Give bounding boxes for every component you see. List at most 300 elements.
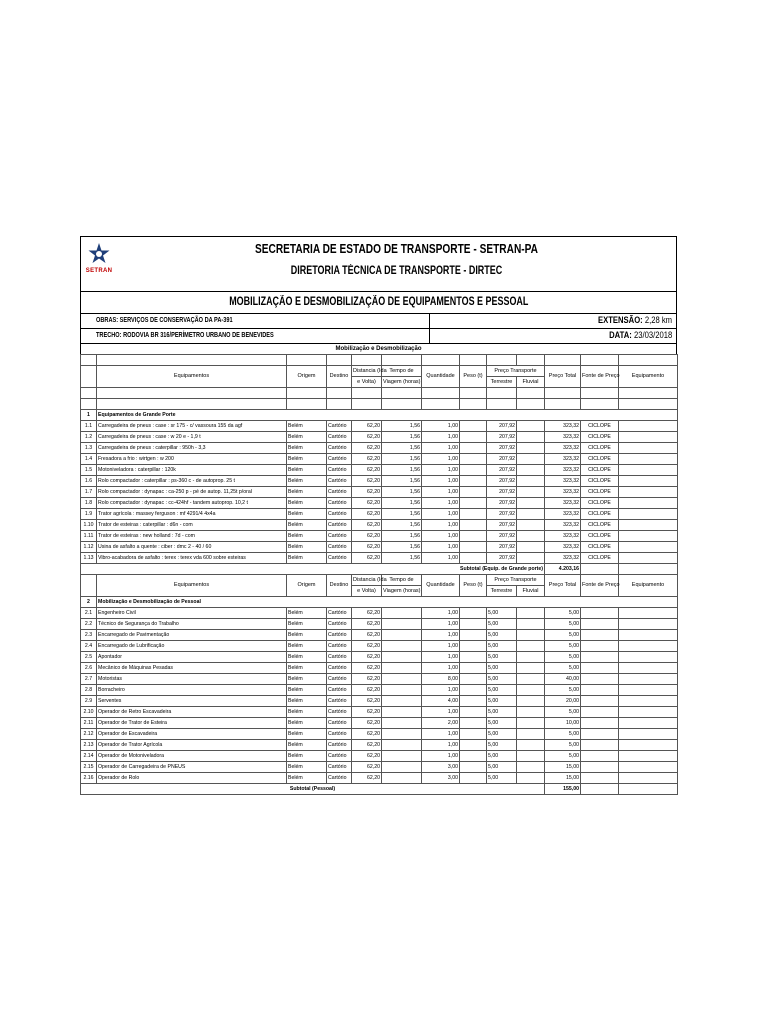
setran-logo [81,237,117,291]
item-fonte [581,740,619,751]
item-peso [460,740,487,751]
item-preco-total: 5,00 [545,619,581,630]
table-row [81,740,678,751]
item-distancia: 62,20 [352,718,382,729]
item-destino: Cartório [327,685,352,696]
empty-row [81,399,678,410]
item-preco-total: 323,32 [545,487,581,498]
item-fonte: CICLOPE [581,432,619,443]
item-quantidade: 1,00 [422,751,460,762]
item-distancia: 62,20 [352,641,382,652]
item-fluvial [517,487,545,498]
item-equipamento [619,674,678,685]
item-tempo: 1,56 [382,553,422,564]
item-fonte: CICLOPE [581,531,619,542]
item-distancia: 62,20 [352,509,382,520]
info-divider [429,329,430,343]
item-preco-total: 5,00 [545,652,581,663]
item-peso [460,696,487,707]
header-preco-total: Preço Total [545,575,581,597]
header-title-secretaria: SECRETARIA DE ESTADO DE TRANSPORTE - SETRAN-PA [254,241,538,256]
empty-row [81,355,678,366]
item-fluvial [517,718,545,729]
table-row [81,707,678,718]
empty-cell [97,388,287,399]
item-equipamento [619,740,678,751]
item-origem: Belém [287,443,327,454]
item-preco-total: 323,32 [545,520,581,531]
item-fonte: CICLOPE [581,498,619,509]
item-destino: Cartório [327,553,352,564]
item-preco-total: 323,32 [545,498,581,509]
item-fonte: CICLOPE [581,454,619,465]
empty-cell [287,388,327,399]
item-number: 1.2 [81,432,97,443]
item-peso [460,674,487,685]
item-fonte [581,762,619,773]
item-quantidade: 1,00 [422,421,460,432]
item-peso [460,520,487,531]
header-equipamentos: Equipamentos [97,575,287,597]
empty-cell [97,399,287,410]
item-terrestre: 207,92 [487,509,517,520]
empty-cell [327,399,352,410]
item-number: 2.2 [81,619,97,630]
table-row [81,652,678,663]
item-origem: Belém [287,652,327,663]
setran-star-icon [87,242,111,266]
item-fluvial [517,542,545,553]
item-origem: Belém [287,773,327,784]
item-destino: Cartório [327,619,352,630]
item-description: Mecânico de Máquinas Pesadas [97,663,287,674]
item-equipamento [619,542,678,553]
header-terrestre: Terrestre [487,377,517,388]
item-equipamento [619,696,678,707]
item-number: 1.8 [81,498,97,509]
header-quantidade: Quantidade [422,575,460,597]
item-equipamento [619,762,678,773]
table-row [81,498,678,509]
item-description: Vibro-acabadora de asfalto : terex : terex vda 600 sobre esteiras [97,553,287,564]
item-peso [460,421,487,432]
header-tempo: Tempo de [382,366,422,377]
item-peso [460,509,487,520]
item-tempo [382,663,422,674]
item-fonte: CICLOPE [581,542,619,553]
table-row [81,553,678,564]
obras-text: OBRAS: SERVIÇOS DE CONSERVAÇÃO DA PA-391 [96,317,233,324]
group-number: 1 [81,410,97,421]
item-fonte [581,674,619,685]
item-quantidade: 1,00 [422,641,460,652]
item-description: Encarregado de Pavimentação [97,630,287,641]
item-origem: Belém [287,465,327,476]
item-quantidade: 3,00 [422,762,460,773]
table-row [81,487,678,498]
item-terrestre: 5,00 [487,718,517,729]
item-peso [460,465,487,476]
item-fluvial [517,751,545,762]
header-distancia: Distancia (Ida [352,575,382,586]
item-fonte [581,773,619,784]
item-origem: Belém [287,553,327,564]
table-row [81,443,678,454]
item-tempo: 1,56 [382,531,422,542]
item-origem: Belém [287,707,327,718]
item-distancia: 62,20 [352,465,382,476]
item-tempo [382,751,422,762]
item-description: Serventes [97,696,287,707]
item-peso [460,685,487,696]
item-destino: Cartório [327,663,352,674]
item-preco-total: 5,00 [545,663,581,674]
item-peso [460,531,487,542]
item-tempo: 1,56 [382,421,422,432]
header-row [81,575,678,586]
group-title: Mobilização e Desmobilização de Pessoal [97,597,678,608]
subtotal-label: Subtotal (Equip. de Grande porte) [81,564,545,575]
item-tempo: 1,56 [382,520,422,531]
item-terrestre: 207,92 [487,531,517,542]
subtotal-value: 4.203,16 [545,564,581,575]
item-preco-total: 5,00 [545,685,581,696]
empty-cell [517,355,545,366]
item-fluvial [517,652,545,663]
item-tempo [382,608,422,619]
item-quantidade: 1,00 [422,553,460,564]
empty-cell [619,355,678,366]
empty-cell [517,399,545,410]
item-terrestre: 5,00 [487,674,517,685]
document-header [80,236,677,291]
item-tempo [382,773,422,784]
item-origem: Belém [287,520,327,531]
empty-cell [460,399,487,410]
subtotal-empty [581,784,619,795]
item-preco-total: 5,00 [545,751,581,762]
item-fluvial [517,465,545,476]
data-value: 23/03/2018 [633,330,672,340]
item-destino: Cartório [327,487,352,498]
item-distancia: 62,20 [352,619,382,630]
item-fluvial [517,454,545,465]
item-equipamento [619,432,678,443]
item-quantidade: 1,00 [422,454,460,465]
item-preco-total: 323,32 [545,443,581,454]
item-number: 1.6 [81,476,97,487]
item-fluvial [517,531,545,542]
item-tempo: 1,56 [382,476,422,487]
item-destino: Cartório [327,641,352,652]
item-fluvial [517,641,545,652]
item-fonte [581,663,619,674]
item-peso [460,641,487,652]
item-fonte [581,652,619,663]
table-row [81,685,678,696]
empty-cell [487,355,517,366]
header-title-diretoria: DIRETORIA TÉCNICA DE TRANSPORTE - DIRTEC [290,265,503,277]
subtotal-empty [581,564,619,575]
empty-row [81,388,678,399]
item-number: 2.1 [81,608,97,619]
item-tempo [382,696,422,707]
group-title: Equipamentos de Grande Porte [97,410,678,421]
item-preco-total: 323,32 [545,454,581,465]
item-tempo [382,707,422,718]
item-origem: Belém [287,608,327,619]
item-number: 2.15 [81,762,97,773]
item-fonte: CICLOPE [581,520,619,531]
item-origem: Belém [287,729,327,740]
item-peso [460,443,487,454]
item-peso [460,542,487,553]
item-quantidade: 1,00 [422,729,460,740]
item-origem: Belém [287,740,327,751]
empty-cell [81,355,97,366]
item-distancia: 62,20 [352,773,382,784]
item-distancia: 62,20 [352,696,382,707]
item-quantidade: 1,00 [422,663,460,674]
item-distancia: 62,20 [352,740,382,751]
item-description: Operador de Trator Agrícola [97,740,287,751]
item-quantidade: 1,00 [422,630,460,641]
item-fonte [581,630,619,641]
item-quantidade: 1,00 [422,542,460,553]
item-fonte [581,707,619,718]
empty-cell [81,388,97,399]
empty-cell [545,355,581,366]
item-quantidade: 1,00 [422,652,460,663]
empty-cell [545,388,581,399]
item-equipamento [619,509,678,520]
item-peso [460,487,487,498]
item-tempo: 1,56 [382,498,422,509]
item-terrestre: 5,00 [487,685,517,696]
empty-cell [382,355,422,366]
item-destino: Cartório [327,751,352,762]
item-description: Operador de Motoniveladora [97,751,287,762]
item-quantidade: 3,00 [422,773,460,784]
item-preco-total: 323,32 [545,476,581,487]
info-row-obras [80,313,677,328]
item-destino: Cartório [327,520,352,531]
item-fonte: CICLOPE [581,487,619,498]
item-origem: Belém [287,630,327,641]
header-preco-total: Preço Total [545,366,581,388]
subtotal-label: Subtotal (Pessoal) [81,784,545,795]
item-description: Operador de Carregadeira de PNEUS [97,762,287,773]
item-terrestre: 207,92 [487,520,517,531]
item-preco-total: 15,00 [545,762,581,773]
item-fonte [581,685,619,696]
empty-cell [382,388,422,399]
item-tempo [382,652,422,663]
item-description: Trator agrícola : massey ferguson : mf 4291/4 4x4a [97,509,287,520]
item-fluvial [517,608,545,619]
item-equipamento [619,729,678,740]
item-tempo: 1,56 [382,432,422,443]
item-fonte [581,751,619,762]
item-equipamento [619,421,678,432]
item-peso [460,663,487,674]
item-distancia: 62,20 [352,762,382,773]
item-description: Operador de Trator de Esteira [97,718,287,729]
subtotal-row [81,784,678,795]
equipment-table-body [81,355,678,795]
spreadsheet-sheet [80,236,677,795]
item-number: 1.10 [81,520,97,531]
item-distancia: 62,20 [352,487,382,498]
item-number: 2.16 [81,773,97,784]
item-origem: Belém [287,542,327,553]
item-peso [460,707,487,718]
item-quantidade: 1,00 [422,443,460,454]
item-peso [460,553,487,564]
info-row-trecho [80,328,677,343]
item-preco-total: 323,32 [545,465,581,476]
table-row [81,509,678,520]
data [609,330,672,340]
item-preco-total: 10,00 [545,718,581,729]
table-row [81,773,678,784]
item-description: Usina de asfalto a quente : ciber : dmc 2 - 40 / 60 [97,542,287,553]
item-fluvial [517,509,545,520]
empty-cell [581,388,619,399]
item-equipamento [619,718,678,729]
item-terrestre: 5,00 [487,619,517,630]
item-fonte: CICLOPE [581,421,619,432]
item-equipamento [619,707,678,718]
item-description: Técnico de Segurança do Trabalho [97,619,287,630]
header-distancia-2: e Volta) [352,377,382,388]
item-quantidade: 8,00 [422,674,460,685]
empty-cell [460,355,487,366]
empty-cell [545,399,581,410]
group-number: 2 [81,597,97,608]
item-terrestre: 207,92 [487,553,517,564]
item-fluvial [517,685,545,696]
item-equipamento [619,476,678,487]
table-row [81,663,678,674]
item-destino: Cartório [327,740,352,751]
item-origem: Belém [287,718,327,729]
header-tempo-2: Viagem (horas) [382,377,422,388]
item-tempo: 1,56 [382,454,422,465]
item-equipamento [619,773,678,784]
table-row [81,729,678,740]
item-terrestre: 5,00 [487,762,517,773]
item-fonte: CICLOPE [581,553,619,564]
item-distancia: 62,20 [352,498,382,509]
item-tempo [382,630,422,641]
table-row [81,421,678,432]
item-quantidade: 1,00 [422,740,460,751]
item-number: 1.4 [81,454,97,465]
item-distancia: 62,20 [352,421,382,432]
item-description: Carregadeira de pneus : case : w 20 e - 1,9 t [97,432,287,443]
item-origem: Belém [287,498,327,509]
item-origem: Belém [287,674,327,685]
item-preco-total: 5,00 [545,707,581,718]
item-equipamento [619,520,678,531]
empty-cell [327,388,352,399]
item-destino: Cartório [327,707,352,718]
table-row [81,751,678,762]
item-destino: Cartório [327,608,352,619]
item-tempo [382,641,422,652]
data-label: DATA: [608,330,632,340]
item-fluvial [517,740,545,751]
item-destino: Cartório [327,531,352,542]
empty-cell [97,355,287,366]
item-quantidade: 1,00 [422,509,460,520]
item-number: 2.10 [81,707,97,718]
empty-cell [422,355,460,366]
item-distancia: 62,20 [352,630,382,641]
item-tempo [382,718,422,729]
item-equipamento [619,465,678,476]
item-equipamento [619,630,678,641]
header-fluvial: Fluvial [517,586,545,597]
empty-cell [382,399,422,410]
header-peso: Peso (t) [460,366,487,388]
item-equipamento [619,487,678,498]
item-peso [460,773,487,784]
item-fluvial [517,707,545,718]
item-terrestre: 5,00 [487,630,517,641]
trecho-text: TRECHO: RODOVIA BR 316/PERÍMETRO URBANO DE BENEVIDES [96,332,274,339]
empty-cell [460,388,487,399]
table-row [81,718,678,729]
header-preco-transporte: Preço Transporte [487,366,545,377]
header-equipamento: Equipamento [619,575,678,597]
item-terrestre: 5,00 [487,740,517,751]
item-terrestre: 207,92 [487,498,517,509]
item-tempo [382,762,422,773]
item-equipamento [619,553,678,564]
item-description: Carregadeira de pneus : caterpillar : 950h - 3,3 [97,443,287,454]
item-preco-total: 323,32 [545,531,581,542]
item-preco-total: 5,00 [545,729,581,740]
header-tempo: Tempo de [382,575,422,586]
item-peso [460,751,487,762]
item-quantidade: 1,00 [422,520,460,531]
item-fluvial [517,619,545,630]
item-peso [460,630,487,641]
item-fonte [581,608,619,619]
item-preco-total: 323,32 [545,553,581,564]
item-equipamento [619,663,678,674]
item-tempo: 1,56 [382,443,422,454]
item-preco-total: 40,00 [545,674,581,685]
item-distancia: 62,20 [352,553,382,564]
empty-cell [487,399,517,410]
header-tempo-2: Viagem (horas) [382,586,422,597]
item-description: Motoniveladora : caterpillar : 120k [97,465,287,476]
item-peso [460,608,487,619]
item-origem: Belém [287,454,327,465]
item-peso [460,476,487,487]
item-description: Encarregado de Lubrificação [97,641,287,652]
item-fluvial [517,421,545,432]
item-quantidade: 1,00 [422,432,460,443]
item-fluvial [517,773,545,784]
item-number: 2.6 [81,663,97,674]
item-destino: Cartório [327,718,352,729]
item-tempo [382,729,422,740]
header-destino: Destino [327,366,352,388]
